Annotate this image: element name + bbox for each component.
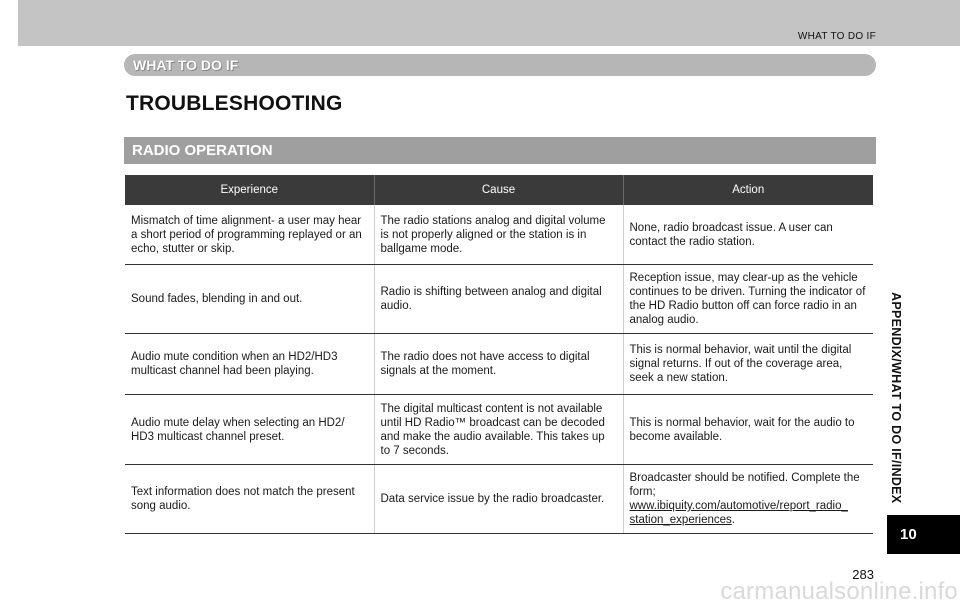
experience-cell: Audio mute delay when selecting an HD2/ HD3 multicast channel preset.	[125, 395, 374, 465]
section-title-bar: WHAT TO DO IF	[124, 54, 876, 76]
action-end: .	[731, 514, 735, 526]
action-cell: This is normal behavior, wait for the audio to become available.	[623, 395, 873, 465]
experience-cell: Sound fades, blending in and out.	[125, 265, 374, 334]
column-header-cause: Cause	[374, 175, 623, 205]
troubleshooting-table	[125, 175, 873, 534]
action-cell: This is normal behavior, wait until the digital signal returns. If out of the coverage area, seek a new station.	[623, 334, 873, 395]
experience-cell: Mismatch of time alignment- a user may hear a short period of programming replayed or an echo, stutter or skip.	[125, 205, 374, 265]
page-title: TROUBLESHOOTING	[126, 92, 343, 115]
table-header-row	[125, 175, 873, 205]
table-row	[125, 265, 873, 334]
cause-cell: The radio does not have access to digital signals at the moment.	[374, 334, 623, 395]
table-row	[125, 395, 873, 465]
chapter-tab: 10	[887, 515, 960, 554]
running-head: WHAT TO DO IF	[797, 31, 876, 42]
table-row	[125, 205, 873, 265]
column-header-experience: Experience	[125, 175, 374, 205]
page-number: 283	[852, 567, 874, 582]
table-row	[125, 334, 873, 395]
cause-cell: The radio stations analog and digital volume is not properly aligned or the station is in ballgame mode.	[374, 205, 623, 265]
action-cell	[623, 465, 873, 534]
report-form-link[interactable]: www.ibiquity.com/automotive/report_radio_station_experiences	[629, 500, 848, 526]
action-cell: None, radio broadcast issue. A user can contact the radio station.	[623, 205, 873, 265]
table-row	[125, 465, 873, 534]
cause-cell: Data service issue by the radio broadcaster.	[374, 465, 623, 534]
side-tab-label: APPENDIX/WHAT TO DO IF/INDEX	[889, 292, 903, 504]
cause-cell: Radio is shifting between analog and digital audio.	[374, 265, 623, 334]
action-cell: Reception issue, may clear-up as the vehicle continues to be driven. Turning the indicator of the HD Radio button off can force radio in an analog audio.	[623, 265, 873, 334]
watermark: carmanualsonline.info	[720, 578, 958, 605]
cause-cell: The digital multicast content is not available until HD Radio™ broadcast can be decoded and make the audio available. This takes up to 7 seconds.	[374, 395, 623, 465]
experience-cell: Audio mute condition when an HD2/HD3 multicast channel had been playing.	[125, 334, 374, 395]
experience-cell: Text information does not match the present song audio.	[125, 465, 374, 534]
column-header-action: Action	[623, 175, 873, 205]
action-text: Broadcaster should be notified. Complete the form;	[629, 472, 860, 498]
subsection-title-bar: RADIO OPERATION	[124, 137, 876, 164]
